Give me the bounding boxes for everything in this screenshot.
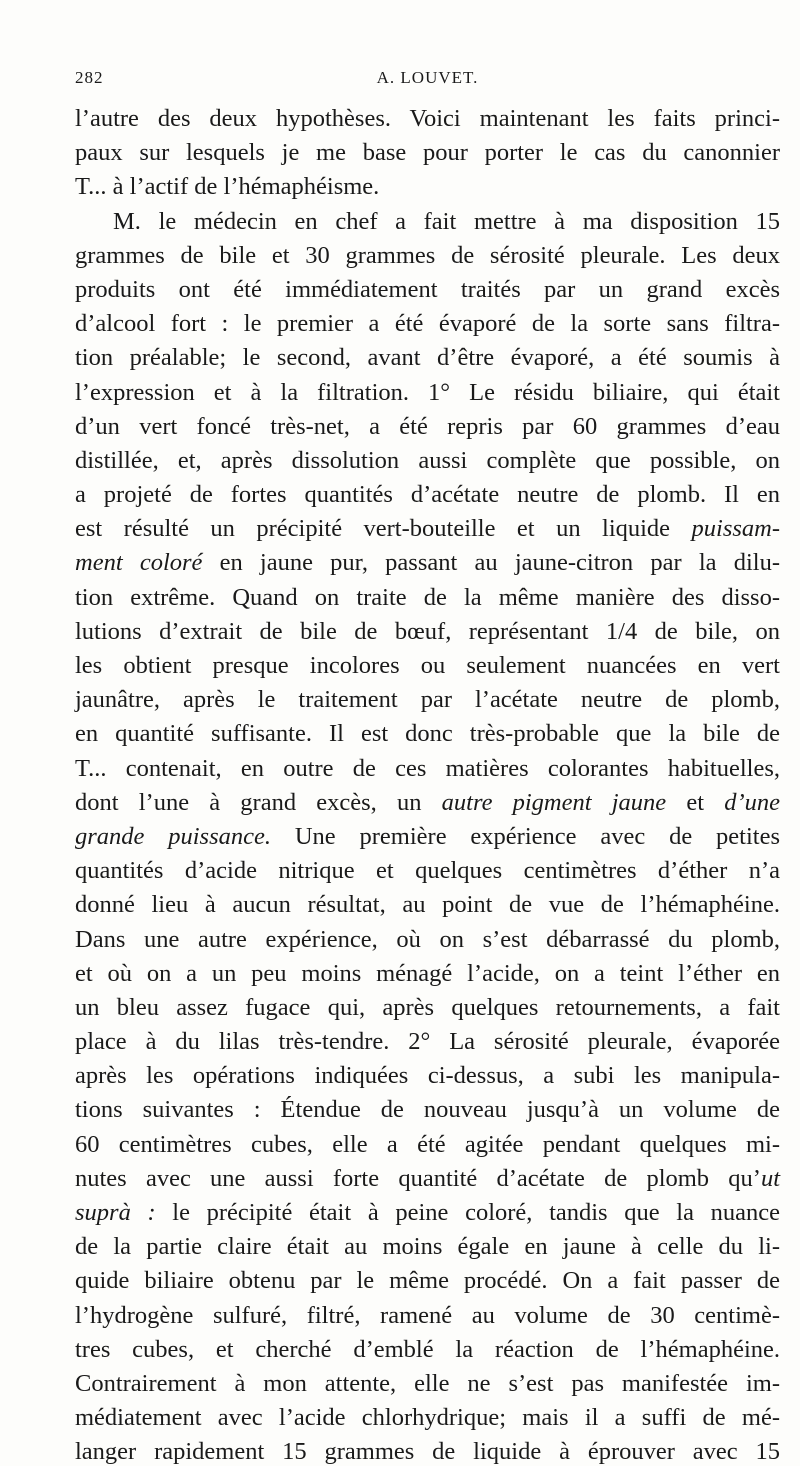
- text-segment: et: [666, 788, 725, 816]
- text-segment: place à du lilas très-tendre. 2° La sérosité pleurale, évaporée: [75, 1028, 780, 1056]
- text-segment: en quantité suffisante. Il est donc très-probable que la bile de: [75, 720, 780, 748]
- text-line: [75, 1230, 780, 1264]
- text-line: [75, 1196, 780, 1230]
- text-line: [75, 1333, 780, 1367]
- text-line: [75, 1264, 780, 1298]
- text-segment: produits ont été immédiatement traités par un grand excès: [75, 275, 780, 303]
- text-line: [75, 376, 780, 410]
- text-segment: d’un vert foncé très-net, a été repris par 60 grammes d’eau: [75, 412, 780, 440]
- text-line: [75, 1093, 780, 1127]
- text-line: [75, 512, 780, 546]
- text-line: [75, 478, 780, 512]
- text-line: [75, 581, 780, 615]
- text-line: [75, 786, 780, 820]
- text-segment: d’alcool fort : le premier a été évaporé de la sorte sans filtra-: [75, 310, 780, 338]
- italic-text: ut: [760, 1164, 780, 1192]
- italic-text: ment coloré: [75, 549, 203, 577]
- text-segment: et où on a un peu moins ménagé l’acide, on a teint l’éther en: [75, 959, 780, 987]
- text-line: [75, 546, 780, 580]
- text-segment: 60 centimètres cubes, elle a été agitée pendant quelques mi-: [75, 1130, 780, 1158]
- italic-text: autre pigment jaune: [441, 788, 667, 816]
- text-line: [75, 136, 780, 170]
- text-line: [75, 888, 780, 922]
- text-segment: l’autre des deux hypothèses. Voici maintenant les faits princi-: [75, 105, 780, 132]
- text-line: [75, 1059, 780, 1093]
- text-segment: tres cubes, et cherché d’emblé la réaction de l’hémaphéine.: [75, 1335, 780, 1363]
- text-segment: en jaune pur, passant au jaune-citron par la dilu-: [202, 549, 780, 577]
- text-segment: est résulté un précipité vert-bouteille et un liquide: [75, 515, 692, 543]
- text-line: [75, 957, 780, 991]
- text-line: [75, 923, 780, 957]
- text-segment: tions suivantes : Étendue de nouveau jusqu’à un volume de: [75, 1096, 780, 1124]
- text-segment: les obtient presque incolores ou seulement nuancées en vert: [75, 652, 780, 679]
- text-line: [75, 444, 780, 478]
- text-segment: grammes de bile et 30 grammes de sérosité pleurale. Les deux: [75, 241, 780, 269]
- text-segment: médiatement avec l’acide chlorhydrique; mais il a suffi de mé-: [75, 1404, 780, 1432]
- text-line: [75, 1401, 780, 1435]
- text-segment: nutes avec une aussi forte quantité d’acétate de plomb qu’: [75, 1164, 761, 1192]
- italic-text: d’une: [724, 788, 780, 816]
- text-line: [75, 1299, 780, 1333]
- text-line: [75, 1025, 780, 1059]
- text-segment: quantités d’acide nitrique et quelques centimètres d’éther n’a: [75, 857, 780, 885]
- text-segment: le précipité était à peine coloré, tandis que la nuance: [155, 1199, 780, 1226]
- text-segment: jaunâtre, après le traitement par l’acétate neutre de plomb,: [75, 686, 780, 714]
- running-head: A. LOUVET.: [376, 68, 479, 87]
- text-segment: lutions d’extrait de bile de bœuf, représentant 1/4 de bile, on: [75, 617, 780, 645]
- text-line: [75, 410, 780, 444]
- text-line: [75, 1435, 780, 1469]
- text-segment: un bleu assez fugace qui, après quelques retournements, a fait: [75, 993, 780, 1021]
- italic-text: suprà :: [75, 1199, 156, 1226]
- text-segment: Contrairement à mon attente, elle ne s’est pas manifestée im-: [75, 1369, 780, 1397]
- text-segment: quide biliaire obtenu par le même procédé. On a fait passer de: [75, 1267, 780, 1295]
- body-text: [75, 102, 780, 1470]
- text-segment: Une première expérience avec de petites: [271, 822, 780, 850]
- text-line: [75, 170, 780, 204]
- text-line: [75, 615, 780, 649]
- text-segment: dont l’une à grand excès, un: [75, 788, 442, 816]
- text-line: [75, 649, 780, 683]
- text-segment: distillée, et, après dissolution aussi complète que possible, on: [75, 446, 780, 474]
- text-segment: de la partie claire était au moins égale en jaune à celle du li-: [75, 1233, 780, 1261]
- text-line: [75, 341, 780, 375]
- text-line: [75, 1128, 780, 1162]
- text-segment: l’hydrogène sulfuré, filtré, ramené au volume de 30 centimè-: [75, 1301, 780, 1329]
- text-segment: T... contenait, en outre de ces matières colorantes habituelles,: [75, 754, 780, 782]
- text-line: [75, 273, 780, 307]
- text-line: [75, 683, 780, 717]
- text-segment: tion extrême. Quand on traite de la même manière des disso-: [75, 583, 780, 611]
- text-line: [75, 991, 780, 1025]
- text-line: [75, 102, 780, 136]
- text-line: [75, 307, 780, 341]
- italic-text: grande puissance.: [75, 822, 272, 850]
- page-header: [75, 68, 780, 94]
- text-line: [75, 1367, 780, 1401]
- text-segment: Dans une autre expérience, où on s’est débarrassé du plomb,: [75, 925, 780, 953]
- text-line: [75, 1162, 780, 1196]
- text-segment: T... à l’actif de l’hémaphéisme.: [75, 173, 380, 201]
- text-line: [75, 854, 780, 888]
- text-segment: tion préalable; le second, avant d’être évaporé, a été soumis à: [75, 344, 780, 372]
- text-segment: donné lieu à aucun résultat, au point de vue de l’hémaphéine.: [75, 891, 780, 919]
- text-line: [75, 205, 780, 239]
- text-segment: l’expression et à la filtration. 1° Le résidu biliaire, qui était: [75, 378, 780, 406]
- text-segment: M. le médecin en chef a fait mettre à ma disposition 15: [113, 207, 780, 235]
- text-segment: paux sur lesquels je me base pour porter le cas du canonnier: [75, 139, 780, 167]
- text-segment: après les opérations indiquées ci-dessus, a subi les manipula-: [75, 1062, 780, 1090]
- text-line: [75, 752, 780, 786]
- text-segment: langer rapidement 15 grammes de liquide à éprouver avec 15: [75, 1438, 780, 1466]
- text-segment: a projeté de fortes quantités d’acétate neutre de plomb. Il en: [75, 481, 780, 509]
- italic-text: puissam-: [691, 515, 780, 543]
- text-line: [75, 820, 780, 854]
- text-line: [75, 239, 780, 273]
- text-line: [75, 717, 780, 751]
- page-number: 282: [75, 68, 104, 87]
